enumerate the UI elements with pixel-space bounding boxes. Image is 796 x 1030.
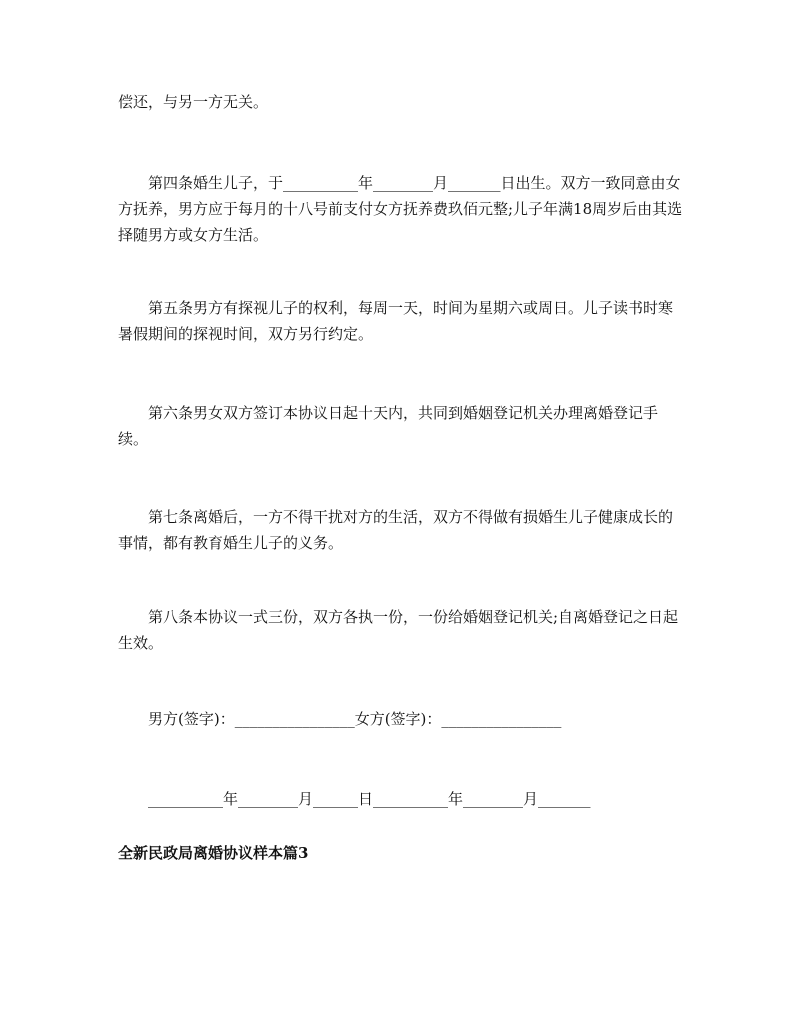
article-8-paragraph: 第八条本协议一式三份，双方各执一份，一份给婚姻登记机关;自离婚登记之日起生效。	[118, 608, 679, 652]
article-4-paragraph: 第四条婚生儿子，于__________年________月_______日出生。双方一致同意由女方抚养，男方应于每月的十八号前支付女方抚养费玖佰元整;儿子年满18周岁后由其选择随男方或女方生活。	[118, 174, 683, 244]
paragraph-continuation: 偿还，与另一方无关。	[118, 93, 269, 111]
article-7-paragraph: 第七条离婚后，一方不得干扰对方的生活，双方不得做有损婚生儿子健康成长的事情，都有教育婚生儿子的义务。	[118, 508, 674, 552]
article-6-paragraph: 第六条男女双方签订本协议日起十天内，共同到婚姻登记机关办理离婚登记手续。	[118, 404, 659, 448]
signature-line: 男方(签字)：________________女方(签字)：________________	[148, 710, 562, 728]
article-5-paragraph: 第五条男方有探视儿子的权利，每周一天，时间为星期六或周日。儿子读书时寒暑假期间的探视时间，双方另行约定。	[118, 299, 674, 343]
date-line: __________年________月______日__________年________月_______	[148, 790, 591, 808]
section-heading: 全新民政局离婚协议样本篇3	[118, 844, 309, 862]
